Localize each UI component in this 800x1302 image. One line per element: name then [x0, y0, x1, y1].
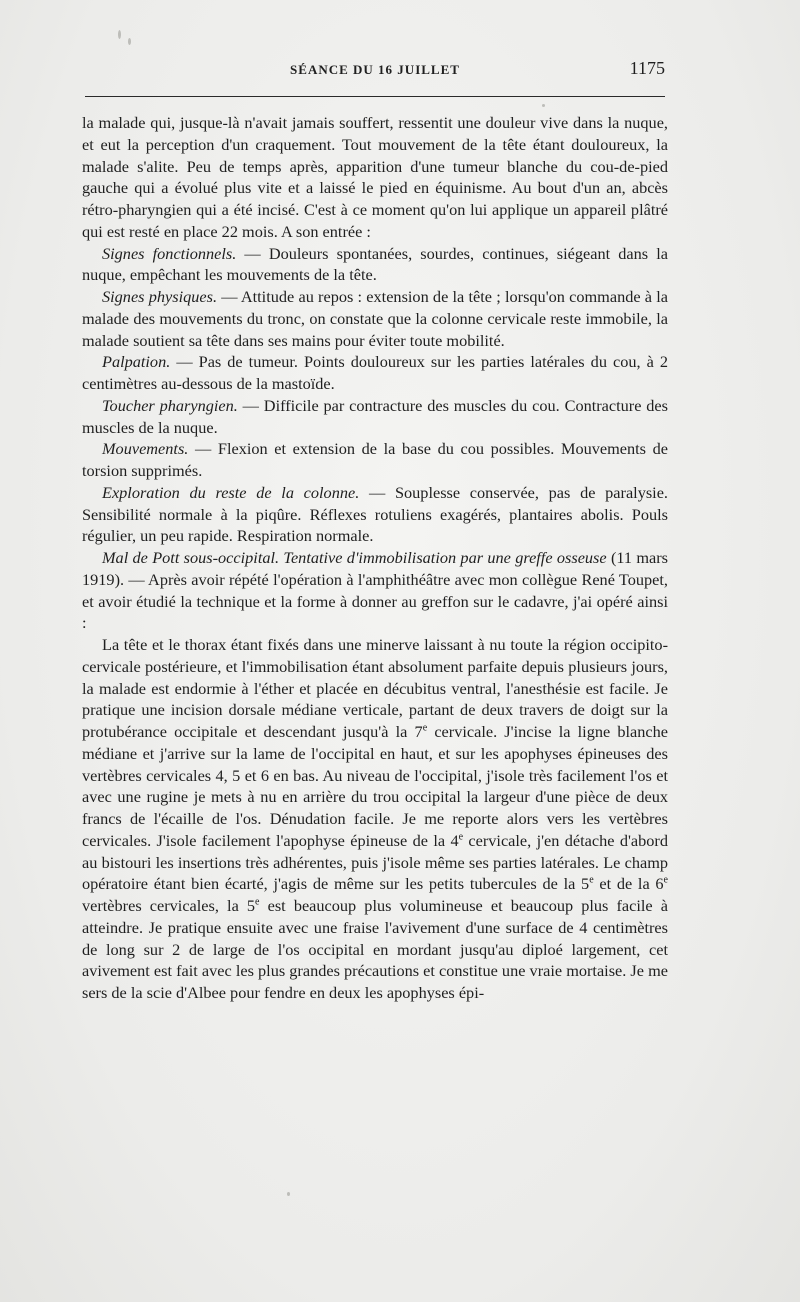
text-operation-b: cervicale. J'incise la ligne blanche médiane et j'arrive sur la lame de l'occipital en haut, et sur les apophyses épineuses des vertèbres cervicales 4, 5 et 6 en bas. Au niveau de l'occipital, j'isole très facilement l'os et avec une rugine je mets à nu en arrière du trou occipital la largeur d'une pièce de deux francs de l'écaille de l'os. Dénudation facile. Je me reporte alors vers les vertèbres cervicales. J'isole facilement l'apophyse épineuse de la 4 — [82, 722, 668, 850]
label-mal-de-pott: Mal de Pott sous-occipital. Tentative d'immobilisation par une greffe osseuse — [102, 548, 607, 567]
text-exploration: — Souplesse conservée, pas de paralysie. Sensibilité normale à la piqûre. Réflexes rotuliens exagérés, plantaires abolis. Pouls régulier, un peu rapide. Respiration normale. — [82, 482, 668, 546]
paragraph-signes-fonctionnels — [82, 243, 668, 287]
superscript-e: e — [458, 831, 464, 843]
page-header — [85, 58, 665, 84]
text-mouvements: — Flexion et extension de la base du cou possibles. Mouvements de torsion supprimés. — [82, 439, 668, 480]
text-signes-fonctionnels: — Douleurs spontanées, sourdes, continues, siégeant dans la nuque, empêchant les mouvements de la tête. — [82, 243, 668, 285]
label-mouvements: Mouvements. — [102, 439, 189, 459]
page-number: 1175 — [629, 58, 665, 78]
label-signes-fonctionnels: Signes fonctionnels. — [102, 243, 237, 263]
paper-speck — [118, 30, 121, 39]
paragraph-exploration — [82, 482, 668, 547]
paper-speck — [542, 104, 545, 107]
paragraph-history: la malade qui, jusque-là n'avait jamais souffert, ressentit une douleur vive dans la nuque, et eut la perception d'un craquement. Tout mouvement de la tête étant douloureux, la malade s'alite. Peu de temps après, apparition d'une tumeur blanche du cou-de-pied gauche qui a évolué plus vite et a laissé le pied en équinisme. Au bout d'un an, abcès rétro-pharyngien qui a été incisé. C'est à ce moment qu'on lui applique un appareil plâtré qui est resté en place 22 mois. A son entrée : — [82, 113, 668, 241]
paragraph-palpation — [82, 351, 668, 395]
text-operation-c: cervicale, j'en détache d'abord au bistouri les insertions très adhérentes, puis j'isole même ses parties latérales. Le champ opératoire étant bien écarté, j'agis de même sur les petits tubercules de la 5 — [82, 830, 668, 894]
superscript-e: e — [422, 722, 428, 734]
label-toucher-pharyngien: Toucher pharyngien. — [102, 395, 238, 415]
label-signes-physiques: Signes physiques. — [102, 287, 218, 306]
text-operation-a: La tête et le thorax étant fixés dans une minerve laissant à nu toute la région occipito-cervicale postérieure, et l'immobilisation étant absolument parfaite depuis plusieurs jours, la malade est endormie à l'éther et placée en décubitus ventral, l'anesthésie est facile. Je pratique une incision dorsale médiane verticale, partant de deux travers de doigt sur la protubérance occipitale et descendant jusqu'à la 7 — [82, 635, 668, 741]
text-operation-d: et de la 6 — [593, 874, 664, 894]
superscript-e: e — [663, 874, 668, 886]
header-rule — [85, 96, 665, 97]
text-operation-e: vertèbres cervicales, la 5 — [82, 896, 256, 915]
paper-speck — [128, 38, 131, 45]
text-operation-f: est beaucoup plus volumineuse et beaucoup plus facile à atteindre. Je pratique ensuite avec une fraise l'avivement d'une surface de 4 centimètres de long sur 2 de large de l'os occipital en mordant jusqu'au diploé largement, cet avivement est fait avec les plus grandes précautions et constitue une vraie mortaise. Je me sers de la scie d'Albee pour fendre en deux les apophyses épi- — [82, 896, 668, 1002]
label-palpation: Palpation. — [102, 352, 171, 372]
label-exploration: Exploration du reste de la colonne. — [102, 482, 360, 502]
text-palpation: — Pas de tumeur. Points douloureux sur les parties latérales du cou, à 2 centimètres au-dessous de la mastoïde. — [82, 352, 668, 393]
paper-speck — [287, 1192, 290, 1196]
paragraph-mouvements — [82, 438, 668, 482]
paragraph-mal-de-pott — [82, 547, 668, 634]
superscript-e: e — [589, 874, 594, 886]
text-signes-physiques: — Attitude au repos : extension de la tête ; lorsqu'on commande à la malade des mouvements du tronc, on constate que la colonne cervicale reste immobile, la malade soutient sa tête dans ses mains pour éviter toute mobilité. — [82, 287, 669, 350]
running-head: SÉANCE DU 16 JUILLET — [290, 62, 460, 77]
text-toucher-pharyngien: — Difficile par contracture des muscles du cou. Contracture des muscles de la nuque. — [82, 395, 668, 437]
text-mal-de-pott: (11 mars 1919). — Après avoir répété l'opération à l'amphithéâtre avec mon collègue René Toupet, et avoir étudié la technique et la forme à donner au greffon sur le cadavre, j'ai opéré ainsi : — [82, 548, 669, 633]
paragraph-operation — [82, 634, 668, 1004]
paragraph-signes-physiques — [82, 286, 668, 351]
body-text — [82, 112, 668, 1004]
superscript-e: e — [255, 896, 260, 908]
paragraph-toucher-pharyngien — [82, 395, 668, 439]
